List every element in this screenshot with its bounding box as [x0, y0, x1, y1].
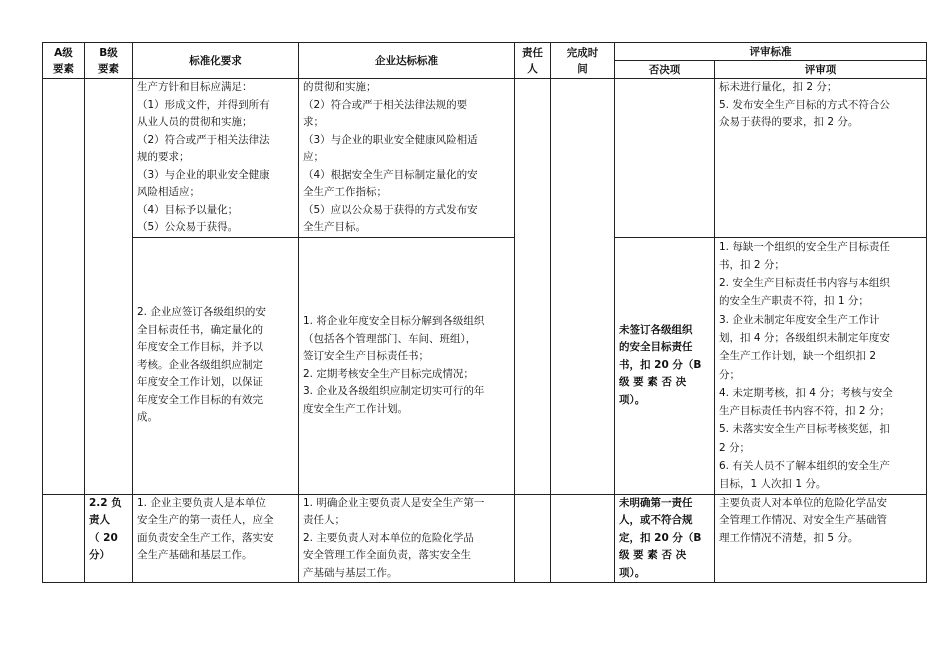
header-enterprise-standard: 企业达标标准: [299, 43, 515, 79]
responsible-cell: [515, 79, 551, 495]
header-requirement: 标准化要求: [133, 43, 299, 79]
responsible-cell: [515, 494, 551, 583]
requirement-cell: 2. 企业应签订各级组织的安 全目标责任书，确定量化的 年度安全工作目标，并予以 考核。企业各级组织应制定 年度安全工作计划，以保证 年度安全工作目标的有效完 成。: [133, 237, 299, 494]
veto-cell: 未明确第一责任 人，或不符合规 定，扣 20 分（B 级 要 素 否 决 项）。: [615, 494, 715, 583]
completion-time-cell: [551, 79, 615, 495]
review-cell: 主要负责人对本单位的危险化学品安 全管理工作情况、对安全生产基础管 理工作情况不清楚，扣 5 分。: [715, 494, 927, 583]
completion-time-cell: [551, 494, 615, 583]
review-cell: 1. 每缺一个组织的安全生产目标责任 书，扣 2 分； 2. 安全生产目标责任书内容与本组织 的安全生产职责不符，扣 1 分； 3. 企业未制定年度安全生产工作计 划，扣 4 分；各级组织未制定年度安 全生产工作计划，缺一个组织扣 2 分； 4. 未定期考核，扣 4 分；考核与安全 生产目标责任书内容不符，扣 2 分； 5. 未落实安全生产目标考核奖惩，扣 2 分； 6. 有关人员不了解本组织的安全生产 目标，1 人次扣 1 分。: [715, 237, 927, 494]
standards-table: [42, 42, 927, 583]
header-a-level: A级 要素: [43, 43, 85, 79]
standard-cell: 的贯彻和实施； （2）符合或严于相关法律法规的要 求； （3）与企业的职业安全健康风险相适 应； （4）根据安全生产目标制定量化的安 全生产工作指标； （5）应以公众易于获得的方式发布安 全生产目标。: [299, 79, 515, 238]
header-review-item: 评审项: [715, 61, 927, 79]
veto-cell: [615, 79, 715, 238]
header-b-level: B级 要素: [85, 43, 133, 79]
header-completion-time: 完成时 间: [551, 43, 615, 79]
veto-cell: 未签订各级组织 的安全目标责任 书，扣 20 分（B 级 要 素 否 决 项）。: [615, 237, 715, 494]
b-element-cell: [85, 79, 133, 495]
requirement-cell: 生产方针和目标应满足： （1）形成文件，并得到所有 从业人员的贯彻和实施； （2）符合或严于相关法律法 规的要求； （3）与企业的职业安全健康 风险相适应； （4）目标予以量化； （5）公众易于获得。: [133, 79, 299, 238]
a-element-cell: [43, 494, 85, 583]
standard-cell: 1. 明确企业主要负责人是安全生产第一 责任人； 2. 主要负责人对本单位的危险化学品 安全管理工作全面负责，落实安全生 产基础与基层工作。: [299, 494, 515, 583]
header-responsible: 责任 人: [515, 43, 551, 79]
a-element-cell: [43, 79, 85, 495]
requirement-cell: 1. 企业主要负责人是本单位 安全生产的第一责任人，应全 面负责安全生产工作，落实安 全生产基础和基层工作。: [133, 494, 299, 583]
b-element-cell: 2.2 负 责人 （ 20 分）: [85, 494, 133, 583]
header-veto-item: 否决项: [615, 61, 715, 79]
header-review-standard: 评审标准: [615, 43, 927, 61]
standard-cell: 1. 将企业年度安全目标分解到各级组织 （包括各个管理部门、车间、班组）， 签订安全生产目标责任书； 2. 定期考核安全生产目标完成情况； 3. 企业及各级组织应制定切实可行的年 度安全生产工作计划。: [299, 237, 515, 494]
review-cell: 标未进行量化，扣 2 分； 5. 发布安全生产目标的方式不符合公 众易于获得的要求，扣 2 分。: [715, 79, 927, 238]
